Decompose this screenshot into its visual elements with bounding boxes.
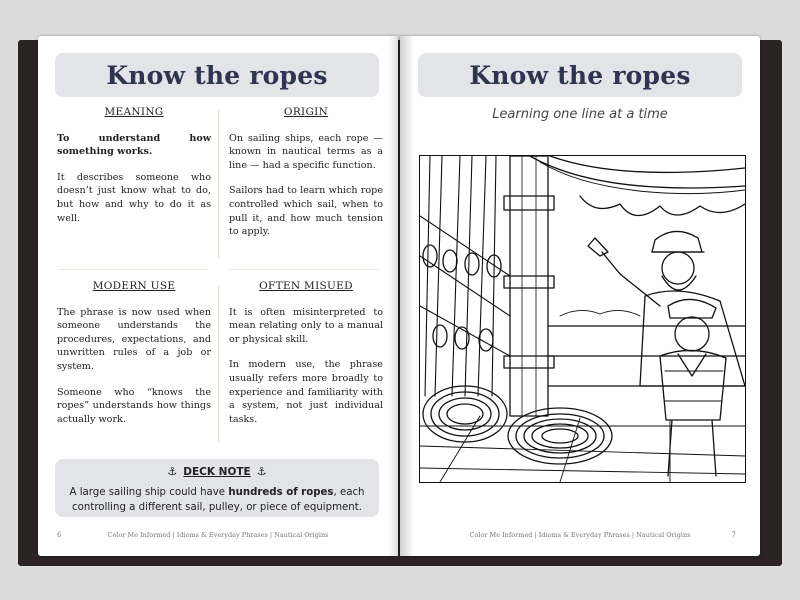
deck-note-emphasis: hundreds of ropes bbox=[228, 487, 334, 498]
right-page-subtitle: Learning one line at a time bbox=[492, 107, 668, 122]
meaning-section bbox=[57, 106, 211, 237]
modern-use-paragraph-2: Someone who “knows the ropes” understands how things actually work. bbox=[57, 386, 211, 425]
captain-figure bbox=[588, 231, 745, 386]
right-page bbox=[400, 36, 760, 556]
meaning-description: It describes someone who doesn’t just know what to do, but how and why to do it as well. bbox=[57, 171, 211, 224]
often-misused-heading: OFTEN MISUED bbox=[259, 280, 353, 292]
meaning-heading: MEANING bbox=[104, 106, 164, 118]
anchor-icon: ⚓ bbox=[167, 465, 178, 478]
rope-coil bbox=[508, 408, 612, 464]
origin-paragraph-1: On sailing ships, each rope — known in nautical terms as a line — had a specific function. bbox=[229, 132, 383, 171]
left-title-box bbox=[55, 53, 379, 97]
deck-note-label: DECK NOTE bbox=[183, 466, 251, 478]
right-page-number: 7 bbox=[731, 531, 736, 539]
deck-note-text-after: , each controlling a different sail, pulley, or piece of equipment. bbox=[72, 487, 365, 513]
right-page-title: Know the ropes bbox=[469, 60, 691, 90]
deck-note-header bbox=[55, 465, 379, 478]
vertical-divider-top bbox=[218, 110, 219, 258]
often-misused-paragraph-2: In modern use, the phrase usually refers more broadly to experience and familiarity with a system, not just individual tasks. bbox=[229, 359, 383, 425]
vertical-divider-bottom bbox=[218, 286, 219, 442]
horizontal-divider-right bbox=[228, 269, 380, 270]
anchor-icon: ⚓ bbox=[256, 465, 267, 478]
horizontal-divider-left bbox=[58, 269, 208, 270]
coloring-illustration bbox=[419, 155, 746, 483]
deck-note-text bbox=[67, 485, 367, 515]
deck-note-box bbox=[55, 459, 379, 517]
mast bbox=[510, 156, 548, 416]
meaning-definition: To understand how something works. bbox=[57, 132, 211, 158]
sail bbox=[550, 156, 745, 172]
pulley-blocks bbox=[423, 245, 501, 351]
right-page-footer: Color Me Informed | Idioms & Everyday Phrases | Nautical Origins bbox=[469, 531, 691, 539]
deck-note-text-before: A large sailing ship could have bbox=[69, 487, 229, 498]
origin-paragraph-2: Sailors had to learn which rope controlled which sail, when to pull it, and how much tension to apply. bbox=[229, 185, 383, 238]
left-page bbox=[38, 36, 398, 556]
origin-heading: ORIGIN bbox=[283, 106, 329, 118]
right-title-box bbox=[418, 53, 742, 97]
left-page-title: Know the ropes bbox=[106, 60, 328, 90]
modern-use-section bbox=[57, 280, 211, 438]
modern-use-heading: MODERN USE bbox=[92, 280, 176, 292]
often-misused-section bbox=[229, 280, 383, 438]
often-misused-paragraph-1: It is often misinterpreted to mean relating only to a manual or physical skill. bbox=[229, 306, 383, 345]
left-page-number: 6 bbox=[57, 531, 62, 539]
modern-use-paragraph-1: The phrase is now used when someone understands the procedures, expectations, and unwritten rules of a job or system. bbox=[57, 306, 211, 372]
left-page-footer: Color Me Informed | Idioms & Everyday Phrases | Nautical Origins bbox=[107, 531, 329, 539]
origin-section bbox=[229, 106, 383, 251]
